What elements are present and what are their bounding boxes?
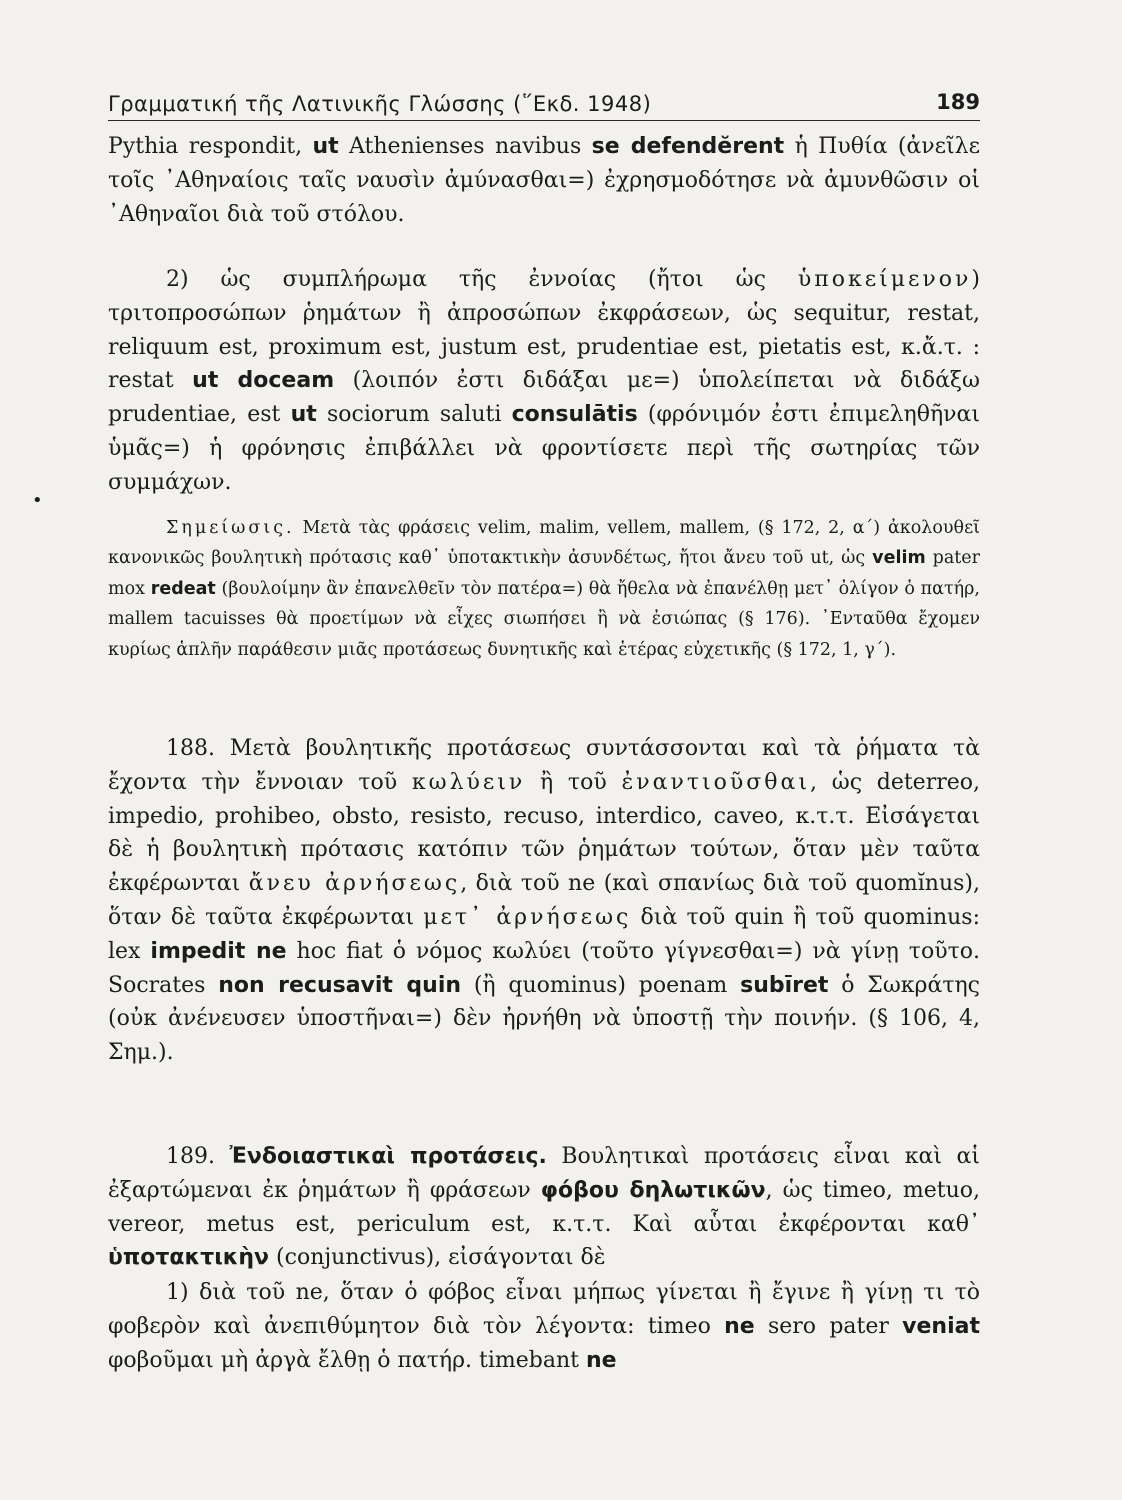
text-run: ) τριτοπροσώπων ῥημάτων ἢ ἀπροσώπων ἐκφράσεων, ὡς sequitur, restat, reliquum est, proximum est, justum est, prudentiae est, pietatis est, κ.ἄ.τ. : restat [108,267,980,394]
text-run: Athenienses navibus [338,134,592,159]
section-number: 188. [166,736,215,761]
text-run: sero pater [754,1313,903,1339]
bold-term: subīret [740,972,829,998]
spaced-term: μετ᾿ ἀρνήσεως [423,904,632,930]
text-run: 2) ὡς συμπλήρωμα τῆς ἐννοίας (ἤτοι ὡς [166,267,798,292]
text-run: ὁ Σωκράτης (οὐκ ἀνένευσεν ὑποστῆναι=) δὲν ἠρνήθη νὰ ὑποστῇ τὴν ποινήν. (§ 106, 4, Σημ.). [108,972,980,1066]
point-2-paragraph [108,263,980,500]
text-run: διὰ τοῦ quin ἢ τοῦ quominus: lex [108,904,980,964]
text-run: sociorum saluti [316,402,512,428]
bold-term: veniat [902,1313,980,1339]
note-label: Σημείωσις. [166,518,295,538]
text-run: hoc fiat ὁ νόμος κωλύει (τοῦτο γίγνεσθαι=) νὰ γίνῃ τοῦτο. Socrates [108,938,980,998]
text-run: (ἢ quominus) poenam [461,972,741,998]
text-run: Pythia respondit, [108,134,313,159]
bold-term: ut [290,402,317,428]
bold-term: ut [312,134,339,159]
text-run: (λοιπόν ἐστι διδάξαι με=) ὑπολείπεται νὰ διδάξω prudentiae, est [108,368,980,428]
text-run: ἢ τοῦ [525,769,622,795]
bold-term: ne [585,1347,617,1373]
text-run: , ὡς deterreo, impedio, prohibeo, obsto, resisto, recuso, interdico, caveo, κ.τ.τ. Εἰσάγεται δὲ ἡ βουλητικὴ πρότασις κατόπιν τῶν ῥημάτων τούτων, ὅταν μὲν ταῦτα ἐκφέρωνται [108,769,980,897]
text-run: 1) διὰ τοῦ ne, ὅταν ὁ φόβος εἶναι μήπως γίνεται ἢ ἔγινε ἢ γίνῃ τι τὸ φοβερὸν καὶ ἀνεπιθύμητον διὰ τὸν λέγοντα: timeo [108,1280,980,1339]
margin-mark: • [32,490,43,511]
spaced-term: ὑποκείμενον [797,267,972,292]
spaced-term: ἄνευ ἀρνήσεως [248,871,461,897]
text-run: ἡ Πυθία (ἀνεῖλε τοῖς ᾿Αθηναίοις ταῖς ναυσὶν ἀμύνασθαι=) ἐχρησμοδότησε νὰ ἀμυνθῶσιν οἱ ᾿Αθηναῖοι διὰ τοῦ στόλου. [108,134,981,227]
section-title: Ἐνδοιαστικαὶ προτάσεις. [229,1144,547,1169]
text-run: Μετὰ τὰς φράσεις velim, malim, vellem, mallem, (§ 172, 2, α΄) ἀκολουθεῖ κανονικῶς βουλητικὴ πρότασις καθ᾿ ὑποτακτικὴν ἀσυνδέτως, ἤτοι ἄνευ τοῦ ut, ὡς [108,518,980,569]
text-run: pater mox [108,548,981,599]
intro-paragraph [108,130,980,231]
note-paragraph [108,513,980,665]
running-title: Γραμματική τῆς Λατινικῆς Γλώσσης (῞Εκδ. 1948) [108,92,652,116]
bold-term: ὑποτακτικὴν [108,1245,270,1271]
text-run: , διὰ τοῦ ne (καὶ σπανίως διὰ τοῦ quomĭnus), ὅταν δὲ ταῦτα ἐκφέρωνται [108,871,981,930]
spaced-term: ἐναντιοῦσθαι [621,769,811,795]
section-number: 189. [166,1144,215,1169]
bold-term: se defendĕrent [591,134,785,159]
bold-term: ut doceam [192,368,335,394]
section-189-paragraph [108,1140,980,1275]
page-header [108,90,980,121]
bold-term: ne [724,1313,755,1339]
page-number: 189 [936,90,980,114]
bold-term: redeat [150,578,216,599]
text-run: (conjunctivus), εἰσάγονται δὲ [269,1245,606,1271]
bold-term: φόβου δηλωτικῶν [540,1177,766,1203]
bold-term: velim [872,548,926,569]
book-page [108,0,980,1500]
point-1-paragraph [108,1276,980,1377]
text-run: Βουλητικαὶ προτάσεις εἶναι καὶ αἱ ἐξαρτώμεναι ἐκ ῥημάτων ἢ φράσεων [108,1144,981,1203]
text-run: (φρόνιμόν ἐστι ἐπιμεληθῆναι ὑμᾶς=) ἡ φρόνησις ἐπιβάλλει νὰ φροντίσετε περὶ τῆς σωτηρίας τῶν συμμάχων. [108,402,980,495]
section-188-paragraph [108,732,980,1070]
bold-term: consulātis [511,402,638,428]
text-run: Μετὰ βουλητικῆς προτάσεως συντάσσονται καὶ τὰ ῥήματα τὰ ἔχοντα τὴν ἔννοιαν τοῦ [108,736,980,795]
bold-term: impedit ne [150,938,287,964]
text-run: , ὡς timeo, metuo, vereor, metus est, periculum est, κ.τ.τ. Καὶ αὗται ἐκφέρονται καθ᾿ [108,1177,980,1237]
text-run: φοβοῦμαι μὴ ἀργὰ ἔλθῃ ὁ πατήρ. timebant [108,1347,586,1373]
text-run: (βουλοίμην ἂν ἐπανελθεῖν τὸν πατέρα=) θὰ ἤθελα νὰ ἐπανέλθῃ μετ᾿ ὀλίγον ὁ πατήρ, mallem tacuisses θὰ προετίμων νὰ εἶχες σιωπήσει ἢ νὰ ἐσιώπας (§ 176). ᾿Ενταῦθα ἔχομεν κυρίως ἁπλῆν παράθεσιν μιᾶς προτάσεως δυνητικῆς καὶ ἑτέρας εὐχετικῆς (§ 172, 1, γ΄). [108,578,980,660]
bold-term: non recusavit quin [218,972,462,998]
spaced-term: κωλύειν [411,769,526,795]
